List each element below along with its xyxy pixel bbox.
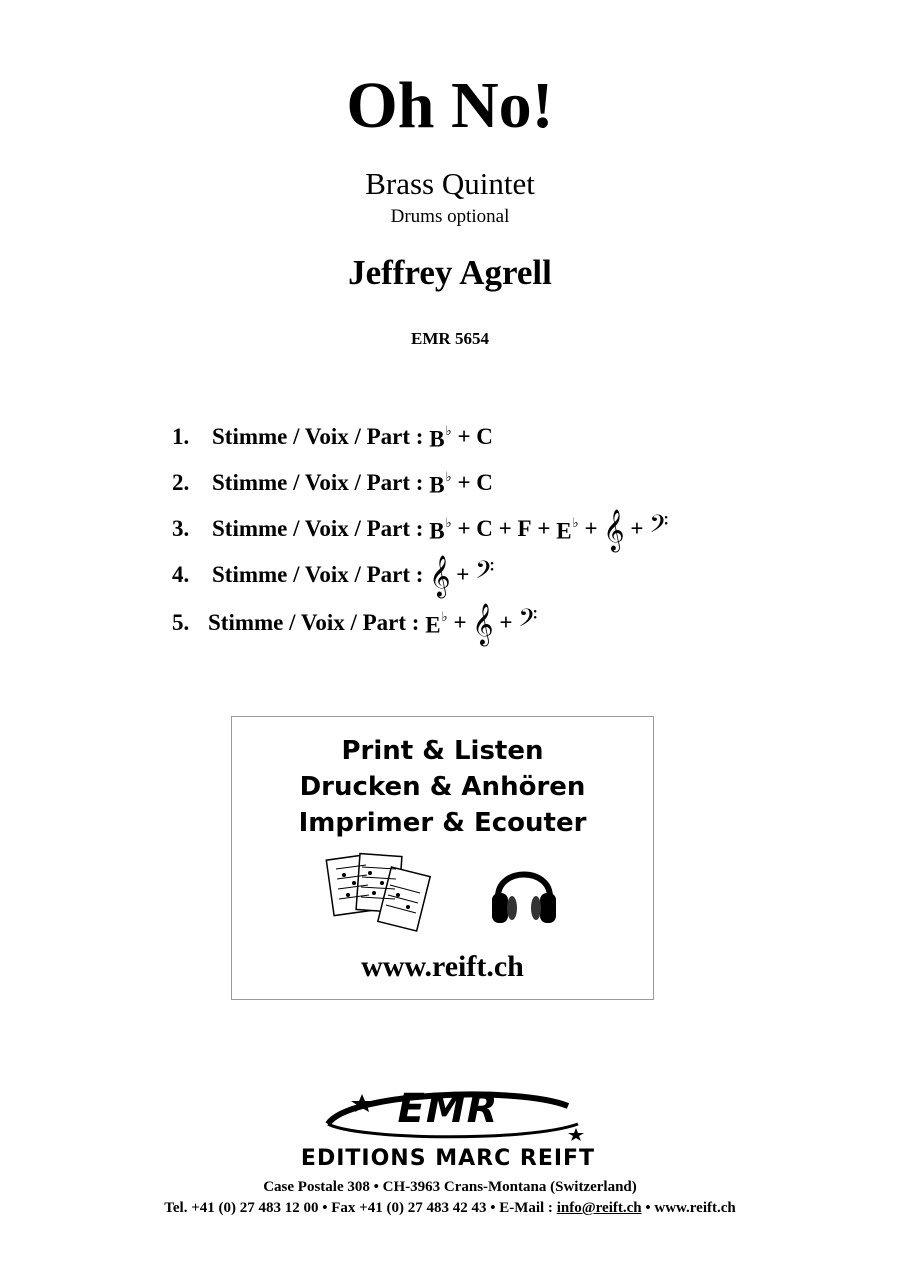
parts-list [172, 414, 812, 648]
plus-sign: + [453, 610, 467, 635]
promo-url[interactable]: www.reift.ch [361, 950, 524, 983]
treble-clef-icon: 𝄞 [603, 510, 625, 551]
key-e-flat: E♭ [556, 515, 579, 544]
part-label: Stimme / Voix / Part : [212, 424, 424, 449]
part-number: 1. [172, 424, 190, 449]
key-c: C [476, 424, 493, 449]
plus-sign: + [457, 470, 471, 495]
bass-clef-icon: 𝄢 [518, 604, 538, 639]
contact-website: • www.reift.ch [641, 1200, 736, 1216]
part-number: 2. [172, 470, 190, 495]
promo-line-fr: Imprimer & Ecouter [298, 808, 587, 838]
plus-sign: + [457, 516, 471, 541]
catalog-number: EMR 5654 [411, 329, 489, 348]
part-item-4 [172, 552, 812, 598]
contact-phone-fax: Tel. +41 (0) 27 483 12 00 • Fax +41 (0) 27 483 42 43 • E-Mail : [164, 1200, 557, 1216]
part-item-5 [172, 598, 812, 648]
part-item-1 [172, 414, 812, 460]
part-number: 5. [172, 610, 190, 635]
title: Oh No! [346, 69, 554, 142]
print-listen-box [231, 716, 654, 1000]
key-b-flat: B♭ [429, 423, 452, 452]
key-e-flat: E♭ [425, 609, 448, 638]
part-number: 3. [172, 516, 190, 541]
instrumentation-note: Drums optional [390, 206, 510, 227]
key-c: C [476, 470, 493, 495]
publisher-logo [258, 1084, 638, 1174]
plus-sign: + [630, 516, 644, 541]
key-b-flat: B♭ [429, 469, 452, 498]
plus-sign: + [456, 562, 470, 587]
part-label: Stimme / Voix / Part : [212, 562, 424, 587]
bass-clef-icon: 𝄢 [649, 510, 669, 545]
promo-line-de: Drucken & Anhören [299, 772, 586, 802]
logo-mark: EMR [397, 1086, 499, 1132]
part-label: Stimme / Voix / Part : [212, 516, 424, 541]
plus-sign: + [498, 516, 512, 541]
key-c: C [476, 516, 493, 541]
plus-sign: + [584, 516, 598, 541]
plus-sign: + [537, 516, 551, 541]
promo-line-en: Print & Listen [341, 736, 544, 766]
treble-clef-icon: 𝄞 [429, 556, 451, 597]
sheet-music-icon [324, 851, 434, 941]
bass-clef-icon: 𝄢 [475, 556, 495, 591]
part-number: 4. [172, 562, 190, 587]
part-label: Stimme / Voix / Part : [208, 610, 420, 635]
logo-name: EDITIONS MARC REIFT [300, 1146, 596, 1171]
plus-sign: + [457, 424, 471, 449]
publisher-address: Case Postale 308 • CH-3963 Crans-Montana (Switzerland) [263, 1179, 637, 1195]
key-b-flat: B♭ [429, 515, 452, 544]
subtitle: Brass Quintet [365, 166, 535, 201]
part-item-2 [172, 460, 812, 506]
email-link[interactable]: info@reift.ch [556, 1200, 642, 1216]
composer: Jeffrey Agrell [348, 253, 552, 292]
treble-clef-icon: 𝄞 [472, 604, 494, 645]
part-item-3 [172, 506, 812, 552]
part-label: Stimme / Voix / Part : [212, 470, 424, 495]
key-f: F [517, 516, 532, 541]
headphones-icon [488, 853, 560, 933]
publisher-contact [0, 1198, 900, 1218]
plus-sign: + [499, 610, 513, 635]
